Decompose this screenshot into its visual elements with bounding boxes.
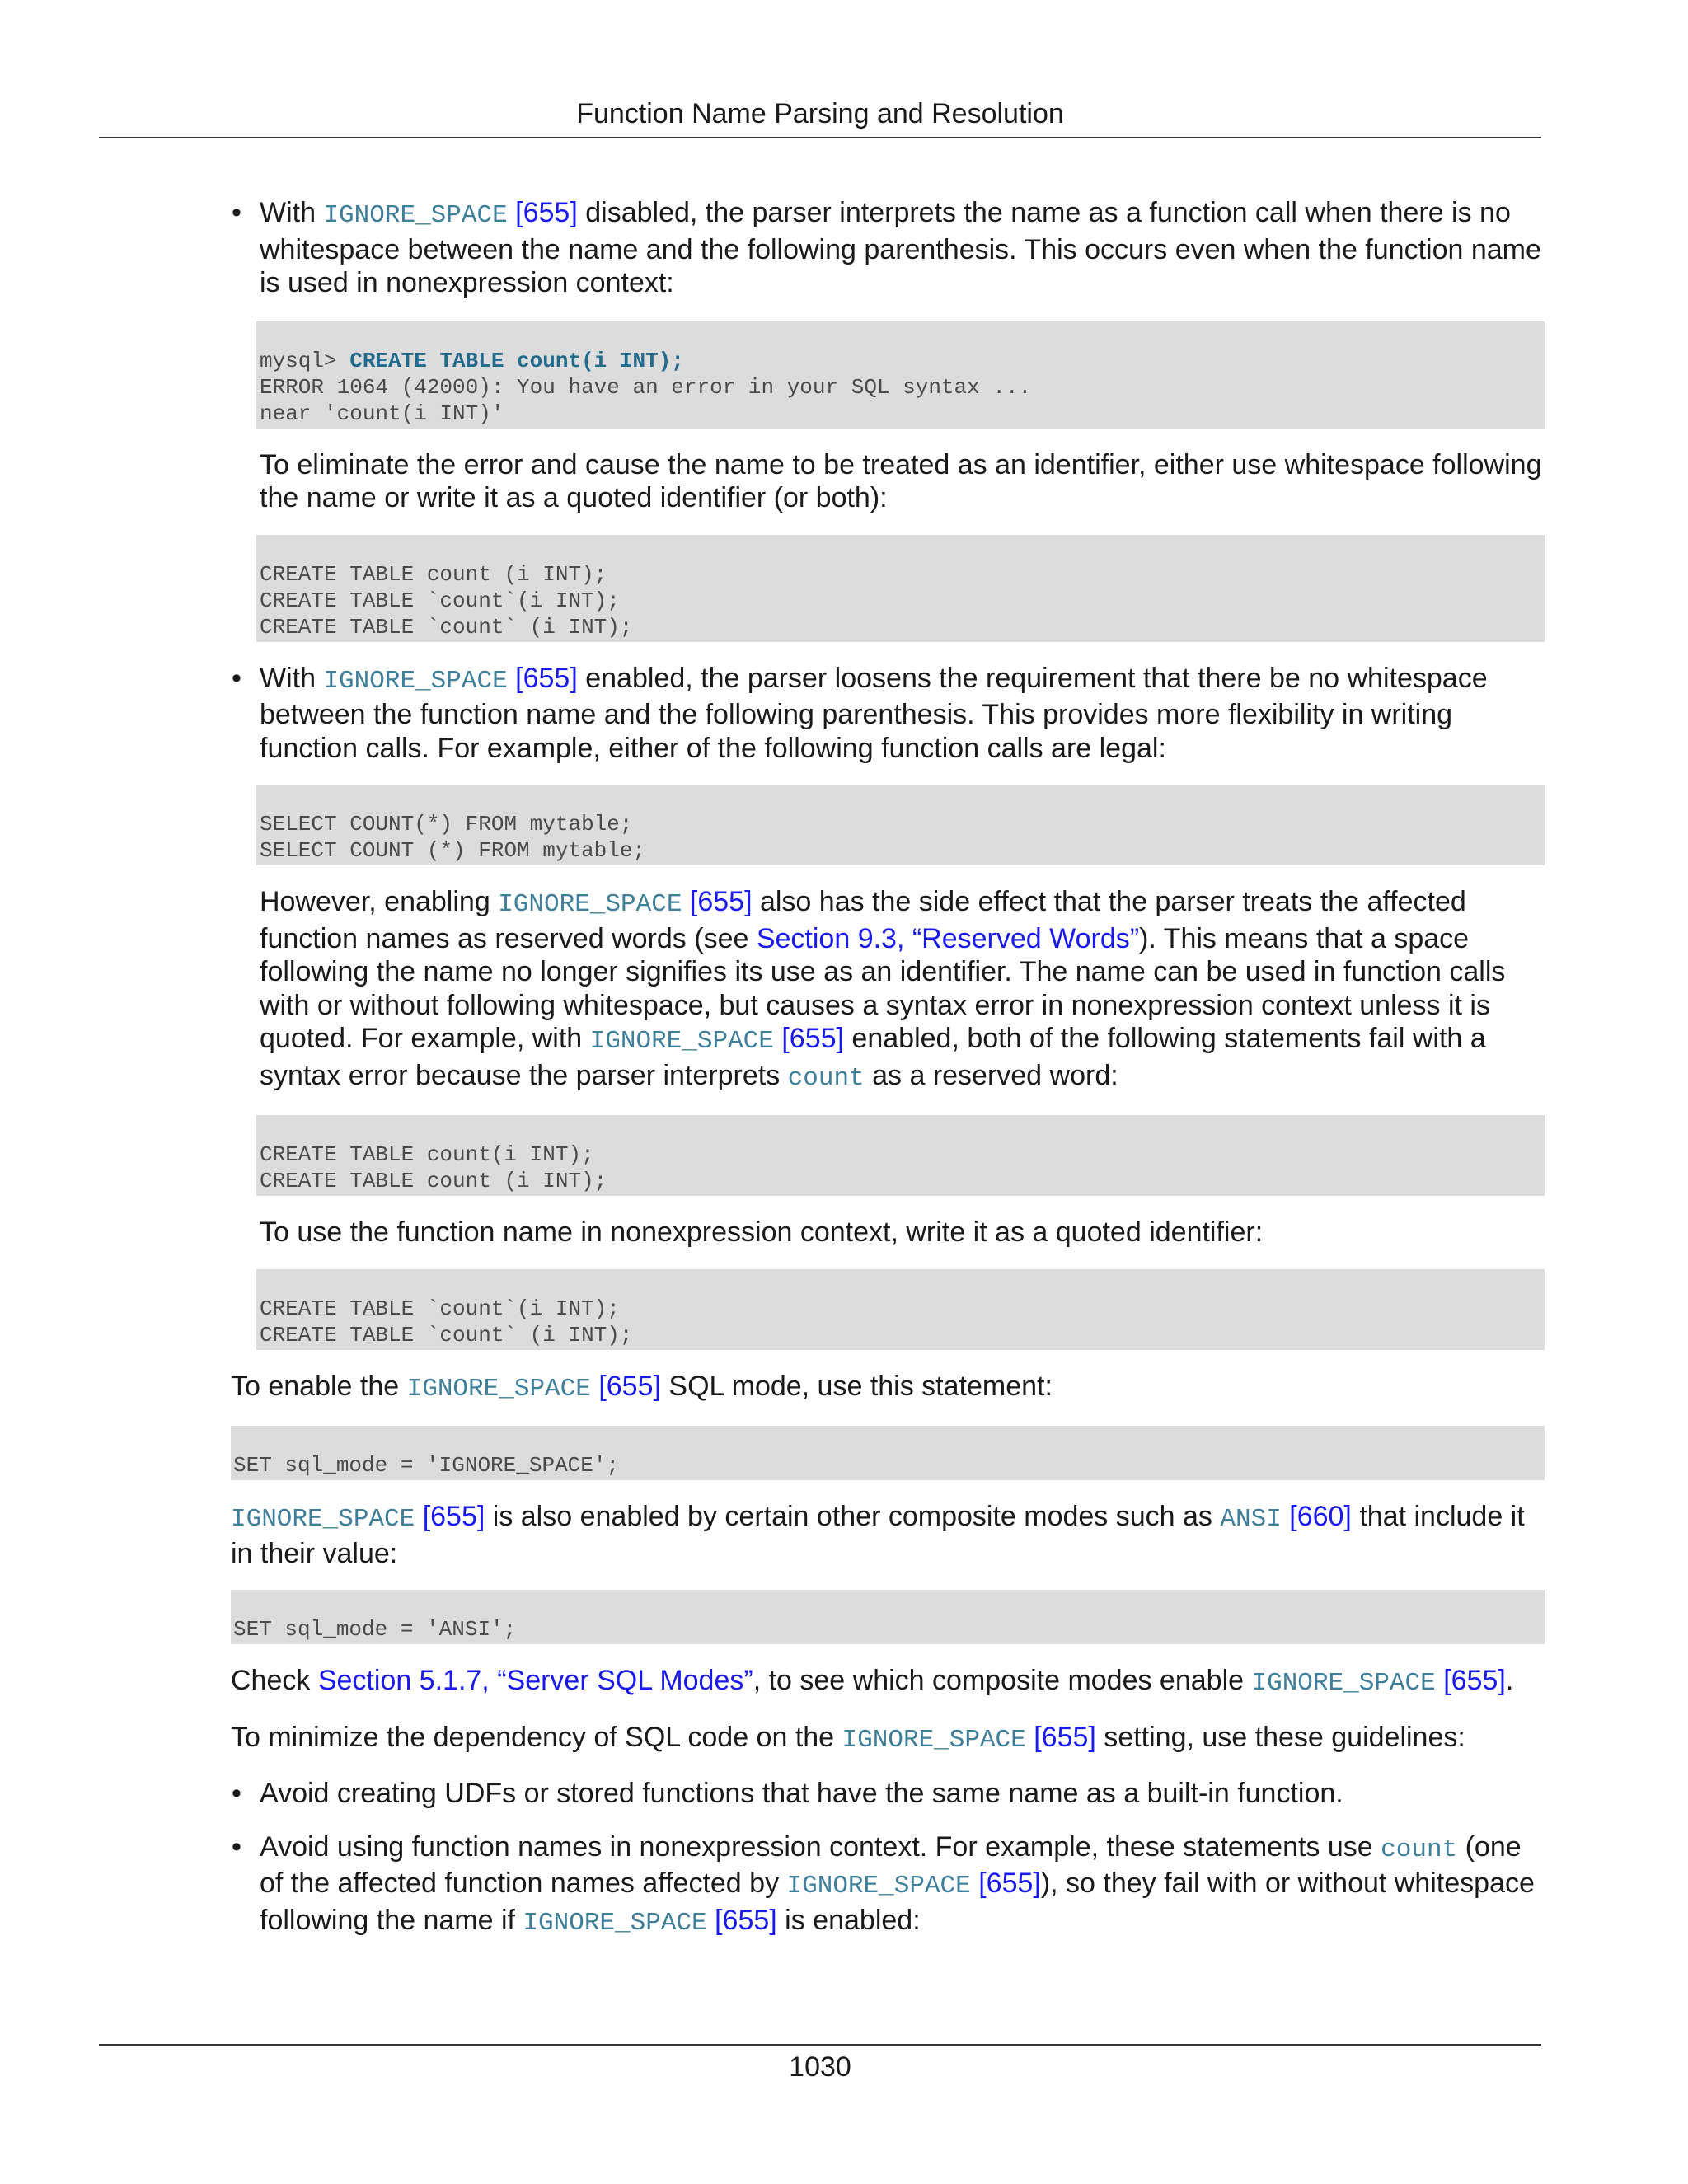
bullet-ignore-space-enabled: • With IGNORE_SPACE [655] enabled, the parser loosens the requirement that there be no whitespace between the function name and the following parenthesis. This provides more flexibility in writing function calls. For example, either of the following function calls are legal: xyxy=(231,662,1545,766)
bullet-ignore-space-disabled: • With IGNORE_SPACE [655] disabled, the parser interprets the name as a function call when there is no whitespace between the name and the following parenthesis. This occurs even when the function name is used in nonexpression context: xyxy=(231,196,1545,300)
code-line: near 'count(i INT)' xyxy=(260,401,504,426)
paragraph-composite-modes: IGNORE_SPACE [655] is also enabled by certain other composite modes such as ANSI [660] that include it in their value: xyxy=(231,1501,1525,1569)
server-sql-modes-link[interactable]: Section 5.1.7, “Server SQL Modes” xyxy=(317,1665,753,1696)
header-divider xyxy=(99,137,1541,138)
code-line: CREATE TABLE count (i INT); xyxy=(260,561,607,587)
page-content xyxy=(231,196,1545,1940)
code-line: CREATE TABLE `count` (i INT); xyxy=(260,1322,633,1347)
ignore-space-ref-link[interactable]: [655] xyxy=(1034,1721,1096,1753)
paragraph-use-function-name: To use the function name in nonexpression context, write it as a quoted identifier: xyxy=(260,1216,1264,1248)
ansi-term: ANSI xyxy=(1220,1505,1282,1534)
code-block-set-ansi xyxy=(231,1590,1545,1644)
ignore-space-ref-link[interactable]: [655] xyxy=(422,1501,485,1532)
code-line: CREATE TABLE `count`(i INT); xyxy=(260,588,620,613)
code-block-set-ignore-space xyxy=(231,1426,1545,1480)
ansi-ref-link[interactable]: [660] xyxy=(1289,1501,1352,1532)
footer-divider xyxy=(99,2044,1541,2046)
paragraph-check-modes: Check Section 5.1.7, “Server SQL Modes”, to see which composite modes enable IGNORE_SPACE [655]. xyxy=(231,1665,1514,1698)
running-header: Function Name Parsing and Resolution xyxy=(576,98,1064,129)
ignore-space-ref-link[interactable]: [655] xyxy=(515,662,578,694)
ignore-space-term: IGNORE_SPACE xyxy=(323,666,508,696)
code-line: SELECT COUNT (*) FROM mytable; xyxy=(260,838,646,863)
code-line: ERROR 1064 (42000): You have an error in your SQL syntax ... xyxy=(260,374,1032,400)
paragraph-minimize-dependency: To minimize the dependency of SQL code on the IGNORE_SPACE [655] setting, use these guidelines: xyxy=(231,1721,1465,1755)
paragraph-enable-mode: To enable the IGNORE_SPACE [655] SQL mode, use this statement: xyxy=(231,1370,1053,1404)
ignore-space-ref-link[interactable]: [655] xyxy=(515,197,578,228)
reserved-words-link[interactable]: Section 9.3, “Reserved Words” xyxy=(756,922,1140,954)
ignore-space-term: IGNORE_SPACE xyxy=(498,890,682,919)
code-block-mysql-error: mysql> CREATE TABLE count(i INT); ERROR 1064 (42000): You have an error in your SQL syntax ... near 'count(i INT)' xyxy=(256,321,1545,429)
ignore-space-ref-link[interactable]: [655] xyxy=(781,1023,844,1054)
paragraph-eliminate-error: To eliminate the error and cause the name to be treated as an identifier, either use whitespace following the name or write it as a quoted identifier (or both): xyxy=(260,448,1542,513)
ignore-space-term: IGNORE_SPACE xyxy=(1251,1669,1436,1698)
bullet-avoid-nonexpression: • Avoid using function names in nonexpression context. For example, these statements use count (one of the affected function names affected by IGNORE_SPACE [655]), so they fail with or without whitespace following the name if IGNORE_SPACE [655] is enabled: xyxy=(231,1830,1545,1941)
code-command: CREATE TABLE count(i INT); xyxy=(349,348,684,373)
ignore-space-term: IGNORE_SPACE xyxy=(589,1027,774,1056)
ignore-space-ref-link[interactable]: [655] xyxy=(598,1370,661,1402)
code-line: SET sql_mode = 'ANSI'; xyxy=(233,1617,517,1642)
code-line: CREATE TABLE count (i INT); xyxy=(260,1169,607,1193)
ignore-space-ref-link[interactable]: [655] xyxy=(978,1868,1041,1899)
code-line: CREATE TABLE count(i INT); xyxy=(260,1142,594,1167)
ignore-space-term: IGNORE_SPACE xyxy=(231,1505,415,1534)
code-line: SELECT COUNT(*) FROM mytable; xyxy=(260,812,633,837)
code-line: CREATE TABLE `count`(i INT); xyxy=(260,1296,620,1321)
code-block-quoted-identifiers xyxy=(256,535,1545,642)
code-line: SET sql_mode = 'IGNORE_SPACE'; xyxy=(233,1453,620,1478)
count-term: count xyxy=(787,1063,865,1093)
ignore-space-term: IGNORE_SPACE xyxy=(523,1908,707,1938)
ignore-space-term: IGNORE_SPACE xyxy=(842,1725,1026,1755)
ignore-space-term: IGNORE_SPACE xyxy=(406,1374,591,1404)
paragraph-however-enabling: However, enabling IGNORE_SPACE [655] also has the side effect that the parser treats the affected function names as reserved words (see Section 9.3, “Reserved Words”). This means that a space following the name no longer signifies its use as an identifier. The name can be used in function calls with or without following whitespace, but causes a syntax error in nonexpression context unless it is quoted. For example, with IGNORE_SPACE [655] enabled, both of the following statements fail with a syntax error because the parser interprets count as a reserved word: xyxy=(260,886,1506,1093)
code-block-failing-statements xyxy=(256,1115,1545,1196)
count-term: count xyxy=(1381,1835,1458,1864)
page-number: 1030 xyxy=(789,2051,851,2083)
code-block-quoted-count xyxy=(256,1269,1545,1350)
code-line: CREATE TABLE `count` (i INT); xyxy=(260,614,633,640)
ignore-space-term: IGNORE_SPACE xyxy=(786,1872,971,1900)
ignore-space-ref-link[interactable]: [655] xyxy=(1443,1665,1506,1696)
ignore-space-ref-link[interactable]: [655] xyxy=(715,1904,777,1936)
ignore-space-term: IGNORE_SPACE xyxy=(323,201,508,230)
ignore-space-ref-link[interactable]: [655] xyxy=(689,886,753,917)
code-block-select-count xyxy=(256,785,1545,865)
bullet-avoid-udfs: • Avoid creating UDFs or stored functions that have the same name as a built-in function. xyxy=(231,1777,1545,1811)
